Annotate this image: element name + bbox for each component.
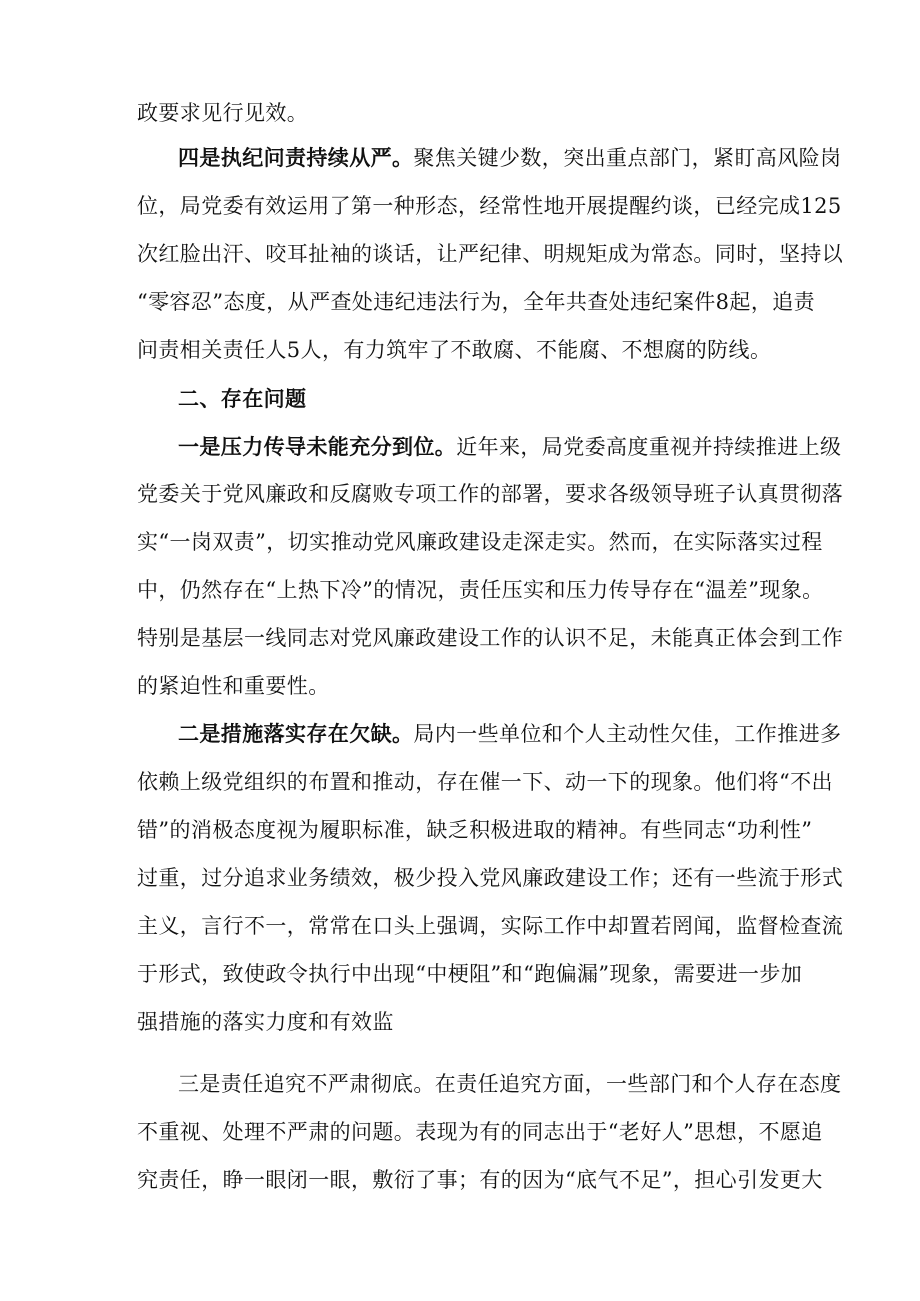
text-line (137, 623, 844, 653)
line-text: 次红脸出汗、咬耳扯袖的谈话，让严纪律、明规矩成为常态。同时，坚持以 (137, 242, 844, 266)
text-line (137, 863, 844, 893)
line-text: 聚焦关键少数，突出重点部门，紧盯高风险岗 (413, 146, 842, 170)
line-text: 三是责任追究不严肃彻底。在责任追究方面，一些部门和个人存在态度 (178, 1072, 842, 1096)
paragraph-start-line (178, 1069, 842, 1099)
line-text: 错”的消极态度视为履职标准，缺乏积极进取的精神。有些同志“功利性” (137, 818, 813, 842)
text-line (137, 1165, 823, 1195)
text-line (137, 671, 787, 701)
text-line (137, 527, 823, 557)
text-line (137, 479, 844, 509)
text-line (137, 767, 833, 797)
section-heading-text: 二、存在问题 (178, 386, 307, 411)
text-line (137, 815, 813, 845)
text-line (137, 98, 787, 128)
paragraph-lead: 一是压力传导未能充分到位。 (178, 434, 457, 459)
paragraph-start-line (178, 719, 842, 749)
text-line (137, 1007, 787, 1037)
line-text: 过重，过分追求业务绩效，极少投入党风廉政建设工作；还有一些流于形式 (137, 866, 844, 890)
text-line (137, 959, 803, 989)
text-line (137, 575, 824, 605)
line-text: 政要求见行见效。 (137, 101, 309, 125)
line-text: 党委关于党风廉政和反腐败专项工作的部署，要求各级领导班子认真贯彻落 (137, 482, 844, 506)
line-text: 于形式，致使政令执行中出现“中梗阻”和“跑偏漏”现象，需要进一步加 (137, 962, 803, 986)
line-text: 不重视、处理不严肃的问题。表现为有的同志出于“老好人”思想，不愿追 (137, 1120, 823, 1144)
line-text: 特别是基层一线同志对党风廉政建设工作的认识不足，未能真正体会到工作 (137, 626, 844, 650)
text-line (137, 911, 844, 941)
section-heading (178, 384, 787, 414)
line-text: 究责任，睁一眼闭一眼，敷衍了事；有的因为“底气不足”，担心引发更大 (137, 1168, 823, 1192)
line-text: 中，仍然存在“上热下冷”的情况，责任压实和压力传导存在“温差”现象。 (137, 578, 824, 602)
line-text: 近年来，局党委高度重视并持续推进上级 (456, 435, 842, 459)
paragraph-start-line (178, 432, 842, 462)
text-line (137, 1117, 823, 1147)
paragraph-lead: 四是执纪问责持续从严。 (178, 145, 414, 170)
text-line (137, 239, 844, 269)
line-text: 局内一些单位和个人主动性欠佳，工作推进多 (413, 722, 842, 746)
line-text: 主义，言行不一，常常在口头上强调，实际工作中却置若罔闻，监督检查流 (137, 914, 844, 938)
paragraph-lead: 二是措施落实存在欠缺。 (178, 721, 414, 746)
line-text: “零容忍”态度，从严查处违纪违法行为，全年共查处违纪案件8起，追责 (137, 290, 816, 314)
paragraph-start-line (178, 143, 842, 173)
line-text: 实“一岗双责”，切实推动党风廉政建设走深走实。然而，在实际落实过程 (137, 530, 823, 554)
line-text: 问责相关责任人5人，有力筑牢了不敢腐、不能腐、不想腐的防线。 (137, 338, 772, 362)
line-text: 的紧迫性和重要性。 (137, 674, 330, 698)
text-line (137, 191, 842, 221)
text-line (137, 287, 816, 317)
line-text: 强措施的落实力度和有效监 (137, 1010, 394, 1034)
line-text: 位，局党委有效运用了第一种形态，经常性地开展提醒约谈，已经完成125 (137, 194, 842, 218)
line-text: 依赖上级党组织的布置和推动，存在催一下、动一下的现象。他们将“不出 (137, 770, 833, 794)
text-line (137, 335, 787, 365)
